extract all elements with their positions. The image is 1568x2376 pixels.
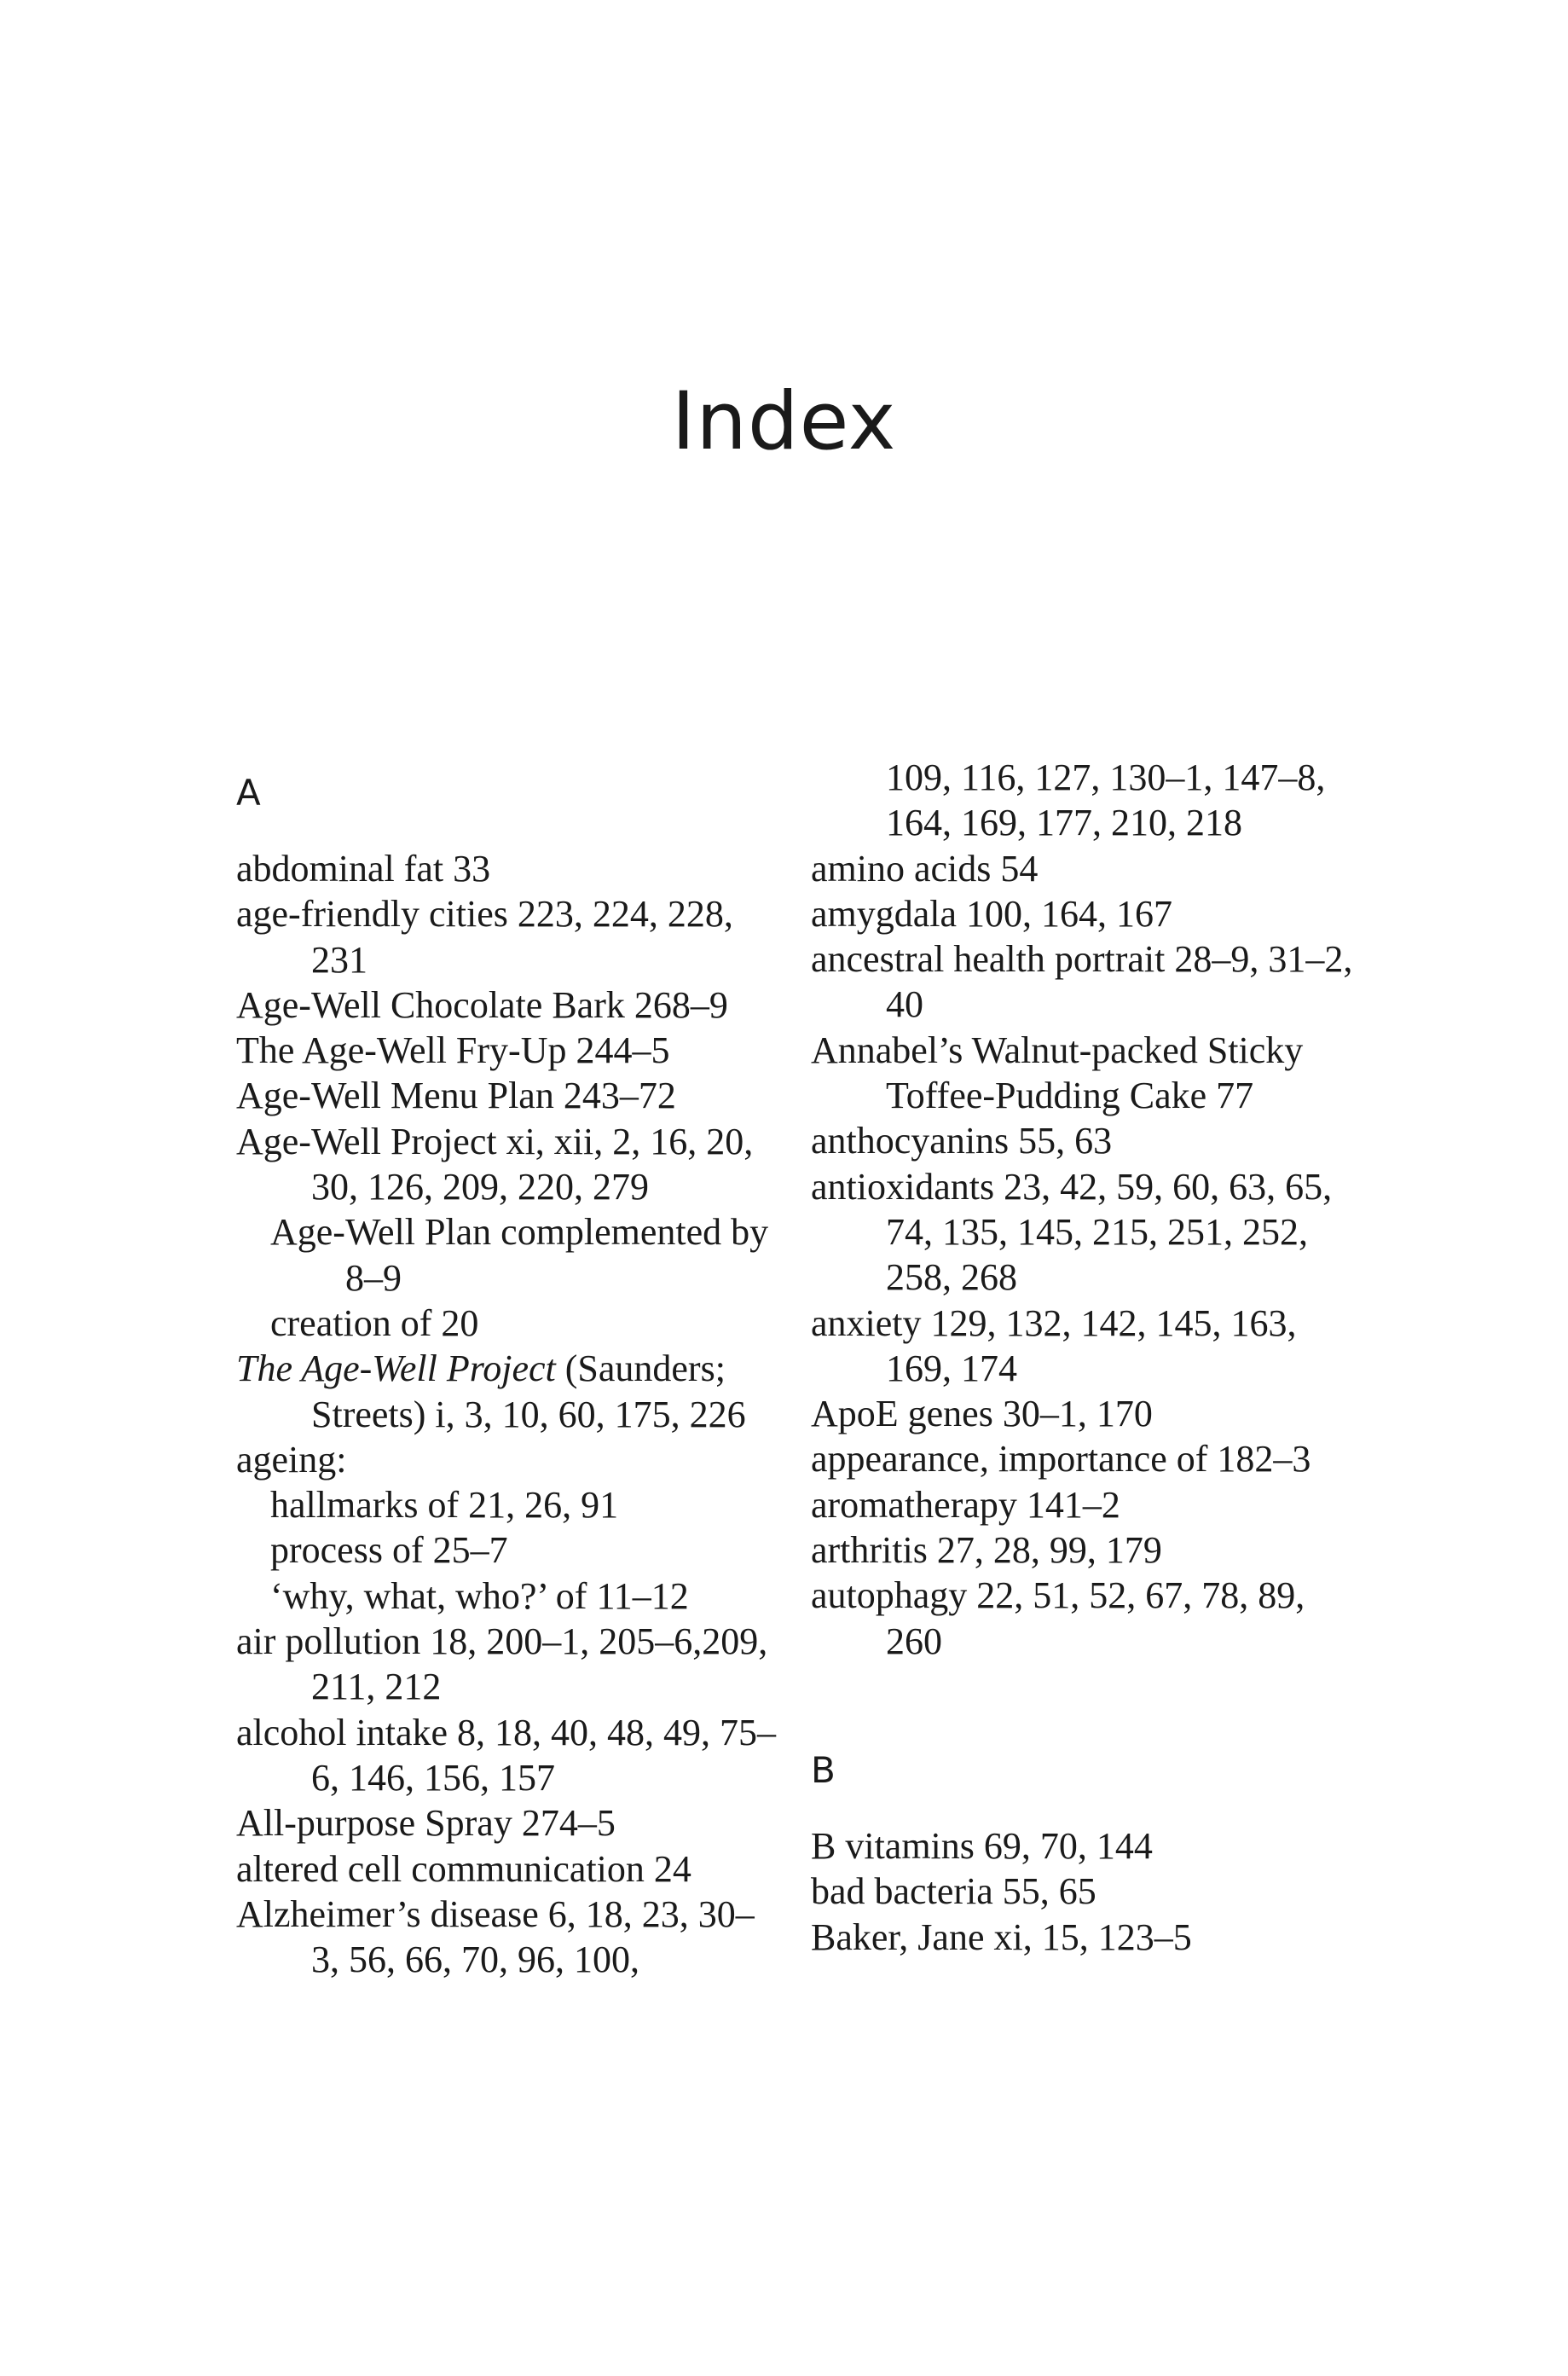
index-entry: anxiety 129, 132, 142, 145, 163, 169, 174 (811, 1301, 1297, 1389)
section-gap (811, 1664, 1357, 1732)
index-entry: altered cell communication 24 (236, 1847, 691, 1890)
index-entry: All-purpose Spray 274–5 (236, 1802, 616, 1845)
index-entry: ancestral health portrait 28–9, 31–2, 40 (811, 938, 1353, 1026)
book-title: The Age-Well Project (236, 1347, 556, 1390)
index-entry: Alzheimer’s disease 6, 18, 23, 30–3, 56, 66, 70, 96, 100, (236, 1892, 755, 1981)
index-entry: anthocyanins 55, 63 (811, 1120, 1113, 1162)
index-entry: appearance, importance of 182–3 (811, 1438, 1311, 1481)
index-entry: Baker, Jane xi, 15, 123–5 (811, 1915, 1192, 1958)
index-entry: amygdala 100, 164, 167 (811, 892, 1173, 935)
index-entry: antioxidants 23, 42, 59, 60, 63, 65, 74, 135, 145, 215, 251, 252, 258, 268 (811, 1165, 1333, 1299)
index-subentry: ‘why, what, who?’ of 11–12 (270, 1574, 689, 1617)
index-entry: alcohol intake 8, 18, 40, 48, 49, 75–6, 146, 156, 157 (236, 1711, 777, 1799)
index-entry: B vitamins 69, 70, 144 (811, 1824, 1153, 1867)
index-column-right (811, 755, 1357, 1960)
index-entry: air pollution 18, 200–1, 205–6,209, 211, 212 (236, 1620, 768, 1708)
index-entry: age-friendly cities 223, 224, 228, 231 (236, 893, 733, 981)
index-entry: aromatherapy 141–2 (811, 1483, 1120, 1526)
page-title: Index (671, 375, 897, 468)
section-letter-a: A (236, 772, 261, 814)
index-entry: ApoE genes 30–1, 170 (811, 1393, 1153, 1435)
index-entry: Age-Well Menu Plan 243–72 (236, 1075, 676, 1117)
index-entry: bad bacteria 55, 65 (811, 1870, 1096, 1913)
index-entry: Age-Well Project xi, xii, 2, 16, 20, 30, 126, 209, 220, 279 (236, 1120, 754, 1208)
index-column-left (236, 755, 782, 1982)
index-entry: Annabel’s Walnut-packed Sticky Toffee-Pudding Cake 77 (811, 1029, 1304, 1117)
index-subentry: hallmarks of 21, 26, 91 (270, 1484, 619, 1527)
index-entry: autophagy 22, 51, 52, 67, 78, 89, 260 (811, 1574, 1305, 1662)
index-subentry: process of 25–7 (270, 1529, 508, 1572)
index-entry: The Age-Well Fry-Up 244–5 (236, 1029, 670, 1072)
index-subentry: creation of 20 (270, 1301, 479, 1344)
index-subentry: Age-Well Plan complemented by 8–9 (270, 1211, 769, 1299)
index-entry-pages: (Saunders; Streets) i, 3, 10, 60, 175, 226 (311, 1347, 746, 1435)
index-entry-continuation: 109, 116, 127, 130–1, 147–8, 164, 169, 177, 210, 218 (886, 756, 1326, 844)
index-entry: amino acids 54 (811, 847, 1039, 890)
index-entry (236, 1346, 782, 1437)
index-entry: arthritis 27, 28, 99, 179 (811, 1529, 1162, 1572)
index-entry: abdominal fat 33 (236, 848, 491, 890)
section-letter-b: B (811, 1748, 836, 1791)
index-entry: ageing: (236, 1438, 347, 1481)
index-entry: Age-Well Chocolate Bark 268–9 (236, 983, 728, 1026)
